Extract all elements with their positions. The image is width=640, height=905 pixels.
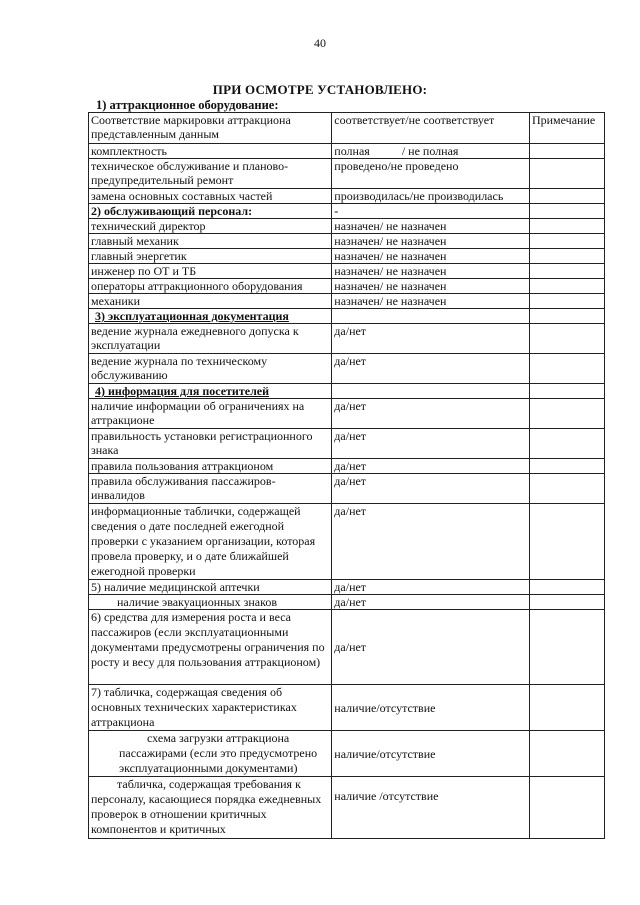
parts-status-cell: производилась/не производилась [332,189,530,204]
measuring-status-cell: да/нет [332,610,530,685]
note-cell [529,264,604,279]
completeness-status-cell [332,144,530,159]
loading-scheme-status-cell: наличие/отсутствие [332,731,530,777]
table-row [89,189,605,204]
table-row [89,219,605,234]
staff-role-cell: операторы аттракционного оборудования [89,279,332,294]
note-cell [529,189,604,204]
note-cell [529,429,604,459]
completeness-item-cell: комплектность [89,144,332,159]
staff-role-cell: инженер по ОТ и ТБ [89,264,332,279]
table-row [89,324,605,354]
note-cell [529,309,604,324]
table-row [89,354,605,384]
table-row [89,234,605,249]
loading-scheme-item-cell: схема загрузки аттракциона пассажирами (если это предусмотрено эксплуатационными документами) [89,731,332,777]
note-cell [529,504,604,580]
maintenance-status-cell: проведено/не проведено [332,159,530,189]
visitor-info-status-cell: да/нет [332,504,530,580]
section-2-heading: 2) обслуживающий персонал: [89,204,332,219]
note-cell [529,610,604,685]
section-4-heading: 4) информация для посетителей [89,384,332,399]
staff-status-cell: назначен/ не назначен [332,294,530,309]
table-row [89,399,605,429]
table-row [89,595,605,610]
section-1-heading: 1) аттракционное оборудование: [96,98,279,112]
note-cell [529,144,604,159]
marking-item-cell: Соответствие маркировки аттракциона представленным данным [89,113,332,144]
docs-status-cell: да/нет [332,354,530,384]
evacuation-status-cell: да/нет [332,595,530,610]
table-row [89,264,605,279]
note-cell [529,204,604,219]
table-row [89,144,605,159]
visitor-info-item-cell: правила пользования аттракционом [89,459,332,474]
table-row [89,249,605,264]
note-cell [529,580,604,595]
note-cell [529,219,604,234]
table-row [89,294,605,309]
staff-status-cell: назначен/ не назначен [332,234,530,249]
completeness-partial-text: / не полная [401,144,459,158]
page-number: 40 [314,36,326,50]
table-row [89,777,605,839]
note-cell [529,459,604,474]
table-row [89,279,605,294]
table-row [89,459,605,474]
parts-item-cell: замена основных составных частей [89,189,332,204]
visitor-info-status-cell: да/нет [332,399,530,429]
section-3-heading: 3) эксплуатационная документация [89,309,332,324]
note-cell [529,324,604,354]
table-row [89,204,605,219]
table-row [89,504,605,580]
note-cell [529,777,604,839]
note-cell [529,685,604,731]
page-title: ПРИ ОСМОТРЕ УСТАНОВЛЕНО: [212,82,428,97]
note-cell [529,595,604,610]
docs-status-cell: да/нет [332,324,530,354]
tech-plate-item-cell: 7) табличка, содержащая сведения об основных технических характеристиках аттракциона [89,685,332,731]
staff-status-cell: назначен/ не назначен [332,219,530,234]
note-cell [529,384,604,399]
table-row [89,731,605,777]
visitor-info-item-cell: наличие информации об ограничениях на аттракционе [89,399,332,429]
staff-role-cell: механики [89,294,332,309]
first-aid-item-cell: 5) наличие медицинской аптечки [89,580,332,595]
staff-status-cell: назначен/ не назначен [332,264,530,279]
table-row [89,685,605,731]
staff-role-cell: главный механик [89,234,332,249]
maintenance-item-cell: техническое обслуживание и планово-предупредительный ремонт [89,159,332,189]
empty-cell [332,384,530,399]
table-row [89,159,605,189]
first-aid-status-cell: да/нет [332,580,530,595]
evacuation-item-cell: наличие эвакуационных знаков [89,595,332,610]
visitor-info-status-cell: да/нет [332,459,530,474]
note-cell [529,399,604,429]
staff-role-cell: технический директор [89,219,332,234]
note-cell [529,159,604,189]
note-cell [529,354,604,384]
note-cell [529,294,604,309]
table-row [89,429,605,459]
table-row [89,580,605,595]
table-row [89,309,605,324]
staff-role-cell: главный энергетик [89,249,332,264]
docs-item-cell: ведение журнала ежедневного допуска к эксплуатации [89,324,332,354]
visitor-info-item-cell: правила обслуживания пассажиров-инвалидов [89,474,332,504]
note-cell [529,279,604,294]
note-cell [529,731,604,777]
tech-plate-status-cell: наличие/отсутствие [332,685,530,731]
marking-status-cell: соответствует/не соответствует [332,113,530,144]
table-row [89,113,605,144]
section-2-mark: - [332,204,530,219]
empty-cell [332,309,530,324]
visitor-info-item-cell: информационные таблички, содержащей сведения о дате последней ежегодной проверки с указанием организации, которая провела проверку, и о дате ближайшей ежегодной проверки [89,504,332,580]
requirements-plate-status-cell: наличие /отсутствие [332,777,530,839]
inspection-table [88,112,605,839]
visitor-info-item-cell: правильность установки регистрационного знака [89,429,332,459]
visitor-info-status-cell: да/нет [332,474,530,504]
note-cell [529,234,604,249]
note-header-cell: Примечание [529,113,604,144]
completeness-full-text: полная [334,144,370,158]
table-row [89,474,605,504]
staff-status-cell: назначен/ не назначен [332,279,530,294]
staff-status-cell: назначен/ не назначен [332,249,530,264]
requirements-plate-item-cell: табличка, содержащая требования к персоналу, касающиеся порядка ежедневных проверок в отношении критичных компонентов и критичных [89,777,332,839]
table-row [89,610,605,685]
table-row [89,384,605,399]
docs-item-cell: ведение журнала по техническому обслуживанию [89,354,332,384]
measuring-item-cell: 6) средства для измерения роста и веса пассажиров (если эксплуатационными документами предусмотрены ограничения по росту и весу для пользования аттракционом) [89,610,332,685]
visitor-info-status-cell: да/нет [332,429,530,459]
note-cell [529,249,604,264]
note-cell [529,474,604,504]
